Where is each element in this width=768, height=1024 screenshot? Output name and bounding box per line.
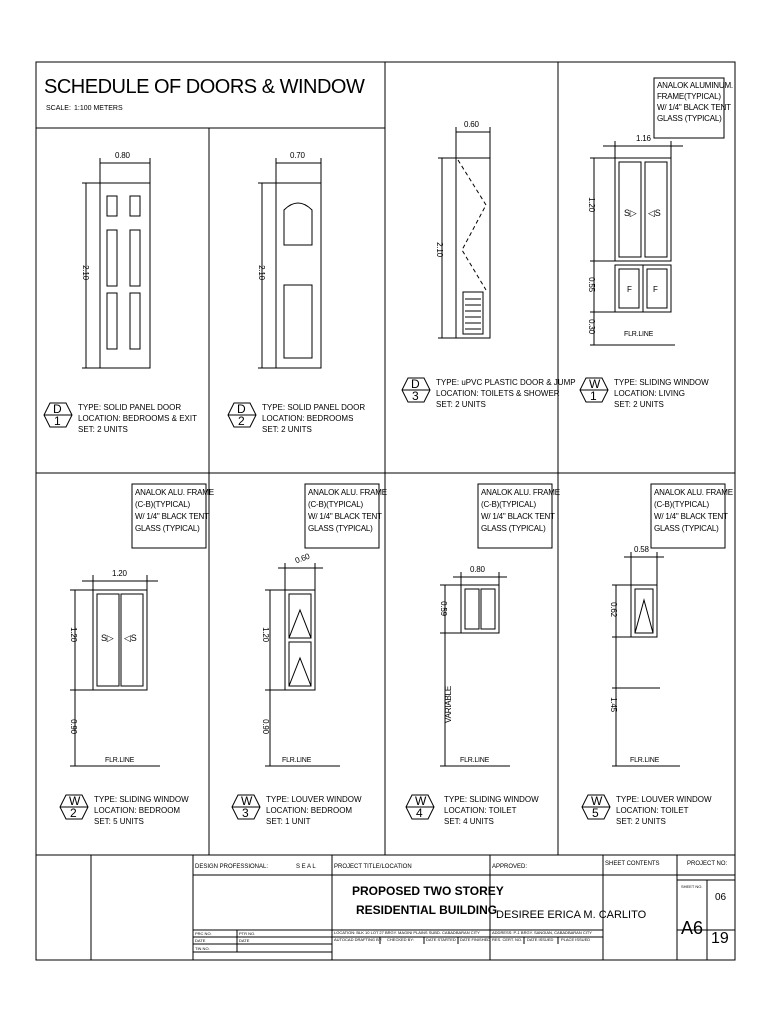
item-location: LOCATION: BEDROOM (94, 806, 181, 815)
tag-number: 2 (238, 414, 245, 428)
dim-d1-width: 0.80 (115, 151, 130, 160)
tb-prc-no: PRC NO. (195, 931, 212, 936)
tag-letter: D (53, 402, 62, 416)
tag-number: 3 (242, 806, 249, 820)
page-title: SCHEDULE OF DOORS & WINDOW (44, 76, 365, 98)
tb-seal: S E A L (296, 864, 316, 870)
dim-d3-height: 2.10 (434, 242, 444, 257)
tb-date-finished: DATE FINISHED (460, 937, 491, 942)
window-w4-elevation (440, 572, 510, 766)
item-location: LOCATION: TOILETS & SHOWER (436, 389, 560, 398)
tb-project-title-label: PROJECT TITLE/LOCATION (334, 864, 412, 870)
dim-w5-width: 0.58 (634, 545, 649, 554)
item-set: SET: 1 UNIT (266, 817, 311, 826)
dim-w5-sill: 1.45 (608, 697, 618, 712)
dim-d1-height: 2.10 (80, 265, 90, 280)
flr-line-w3: FLR.LINE (282, 757, 312, 764)
tb-approved: APPROVED: (492, 864, 528, 870)
dim-w1-height: 1.20 (586, 197, 596, 212)
tag-number: 1 (590, 389, 597, 403)
dim-w4-sill: VARIABLE (443, 686, 453, 723)
scale-label: SCALE: (46, 105, 71, 112)
tag-number: 2 (70, 806, 77, 820)
tb-design-professional: DESIGN PROFESSIONAL: (195, 864, 269, 870)
item-set: SET: 2 UNITS (78, 425, 128, 434)
flr-line-w1: FLR.LINE (624, 331, 654, 338)
tb-project-no: PROJECT NO: (687, 861, 728, 867)
flr-line-w2: FLR.LINE (105, 757, 135, 764)
tag-letter: W (415, 794, 427, 808)
tb-date-started: DATE STARTED (426, 937, 456, 942)
dim-w1-width: 1.16 (636, 134, 651, 143)
door-d2-elevation (258, 158, 321, 368)
dim-w3-width: 0.60 (293, 551, 311, 566)
dim-w2-sill: 0.90 (68, 719, 78, 734)
item-set: SET: 2 UNITS (262, 425, 312, 434)
tb-date-1: DATE (195, 938, 206, 943)
dim-w2-width: 1.20 (112, 569, 127, 578)
w1-fixed-left-symbol: F (627, 285, 632, 294)
item-location: LOCATION: BEDROOM (266, 806, 353, 815)
flr-line-w4: FLR.LINE (460, 757, 490, 764)
item-location: LOCATION: BEDROOMS & EXIT (78, 414, 197, 423)
tb-ptr-no: PTR NO. (239, 931, 256, 936)
tag-number: 4 (416, 806, 423, 820)
tag-letter: W (589, 377, 601, 391)
window-w5-elevation (612, 552, 680, 766)
note-w3: ANALOK ALU. FRAME (C-B)(TYPICAL) W/ 1/4" BLACK TENT GLASS (TYPICAL) (308, 488, 387, 533)
dim-d2-width: 0.70 (290, 151, 305, 160)
item-type: TYPE: uPVC PLASTIC DOOR & JUMP (436, 378, 576, 387)
item-location: LOCATION: TOILET (616, 806, 689, 815)
tb-place-issued: PLACE ISSUED (561, 937, 591, 942)
tb-sheet-code: A6 (681, 918, 704, 938)
w1-slide-right-symbol: ◁S (648, 208, 661, 218)
tb-sheet-no-label: SHEET NO. (681, 884, 703, 889)
note-w1: ANALOK ALUMINUM. FRAME(TYPICAL) W/ 1/4" BLACK TENT GLASS (TYPICAL) (657, 81, 733, 123)
dim-w4-height: 0.59 (438, 601, 448, 616)
dim-w4-width: 0.80 (470, 565, 485, 574)
w2-slide-left-symbol: S▷ (101, 633, 114, 643)
dim-w2-height: 1.20 (68, 627, 78, 642)
dim-w1-height2: 0.55 (586, 277, 596, 292)
window-w1-elevation (590, 141, 683, 345)
note-w5: ANALOK ALU. FRAME (C-B)(TYPICAL) W/ 1/4" BLACK TENT GLASS (TYPICAL) (654, 488, 733, 533)
tb-date-issued: DATE ISSUED (527, 937, 554, 942)
item-location: LOCATION: LIVING (614, 389, 685, 398)
tb-res-cert: RES. CERT. NO. (492, 937, 523, 942)
item-location: LOCATION: BEDROOMS (262, 414, 354, 423)
dim-w3-sill: 0.90 (260, 719, 270, 734)
tb-sheet-no: 06 (715, 892, 727, 903)
tb-address: ADDRESS: P-1 BRGY. SANGIAN, CABADBARAN CITY (492, 930, 592, 935)
item-set: SET: 5 UNITS (94, 817, 144, 826)
door-d3-elevation (438, 127, 490, 338)
item-type: TYPE: SLIDING WINDOW (614, 378, 709, 387)
tag-letter: D (237, 402, 246, 416)
tb-project-title-1: PROPOSED TWO STOREY (352, 884, 504, 898)
tag-letter: D (411, 377, 420, 391)
w1-fixed-right-symbol: F (653, 285, 658, 294)
tb-checked: CHECKED BY: (387, 937, 414, 942)
tag-letter: W (69, 794, 81, 808)
flr-line-w5: FLR.LINE (630, 757, 660, 764)
door-d1-elevation (82, 158, 150, 368)
dim-w1-height3: 0.30 (586, 319, 596, 334)
dim-d2-height: 2.10 (256, 265, 266, 280)
tb-total-sheets: 19 (711, 930, 729, 947)
item-type: TYPE: LOUVER WINDOW (616, 795, 712, 804)
tag-number: 3 (412, 389, 419, 403)
item-set: SET: 2 UNITS (436, 400, 486, 409)
item-set: SET: 2 UNITS (616, 817, 666, 826)
tag-number: 5 (592, 806, 599, 820)
tag-letter: W (241, 794, 253, 808)
tb-owner: DESIREE ERICA M. CARLITO (496, 909, 647, 921)
scale-value: 1:100 METERS (74, 105, 123, 112)
window-w3-elevation (265, 563, 340, 766)
tag-letter: W (591, 794, 603, 808)
window-w2-elevation (70, 575, 160, 766)
item-type: TYPE: SOLID PANEL DOOR (262, 403, 366, 412)
item-type: TYPE: SLIDING WINDOW (444, 795, 539, 804)
tb-project-title-2: RESIDENTIAL BUILDING (356, 903, 498, 917)
tb-autocad: AUTOCAD DRAFTING BY: (334, 937, 383, 942)
w1-slide-left-symbol: S▷ (624, 208, 637, 218)
tb-date-2: DATE (239, 938, 250, 943)
dim-w5-height: 0.62 (608, 602, 618, 617)
note-w2: ANALOK ALU. FRAME (C-B)(TYPICAL) W/ 1/4" BLACK TENT GLASS (TYPICAL) (135, 488, 214, 533)
item-type: TYPE: LOUVER WINDOW (266, 795, 362, 804)
item-type: TYPE: SOLID PANEL DOOR (78, 403, 182, 412)
item-type: TYPE: SLIDING WINDOW (94, 795, 189, 804)
dim-w3-height: 1.20 (260, 627, 270, 642)
tag-number: 1 (54, 414, 61, 428)
dim-d3-width: 0.60 (464, 120, 479, 129)
w2-slide-right-symbol: ◁S (124, 633, 137, 643)
item-location: LOCATION: TOILET (444, 806, 517, 815)
item-set: SET: 4 UNITS (444, 817, 494, 826)
tb-sheet-contents: SHEET CONTENTS (605, 861, 660, 867)
tb-location: LOCATION: BLK 10 LOT 27 BRGY. MAGINI PLAINS SUBD. CABADBARAN CITY (334, 930, 480, 935)
item-set: SET: 2 UNITS (614, 400, 664, 409)
note-w4: ANALOK ALU. FRAME (C-B)(TYPICAL) W/ 1/4" BLACK TENT GLASS (TYPICAL) (481, 488, 560, 533)
tb-tin-no: TIN NO. (195, 946, 210, 951)
